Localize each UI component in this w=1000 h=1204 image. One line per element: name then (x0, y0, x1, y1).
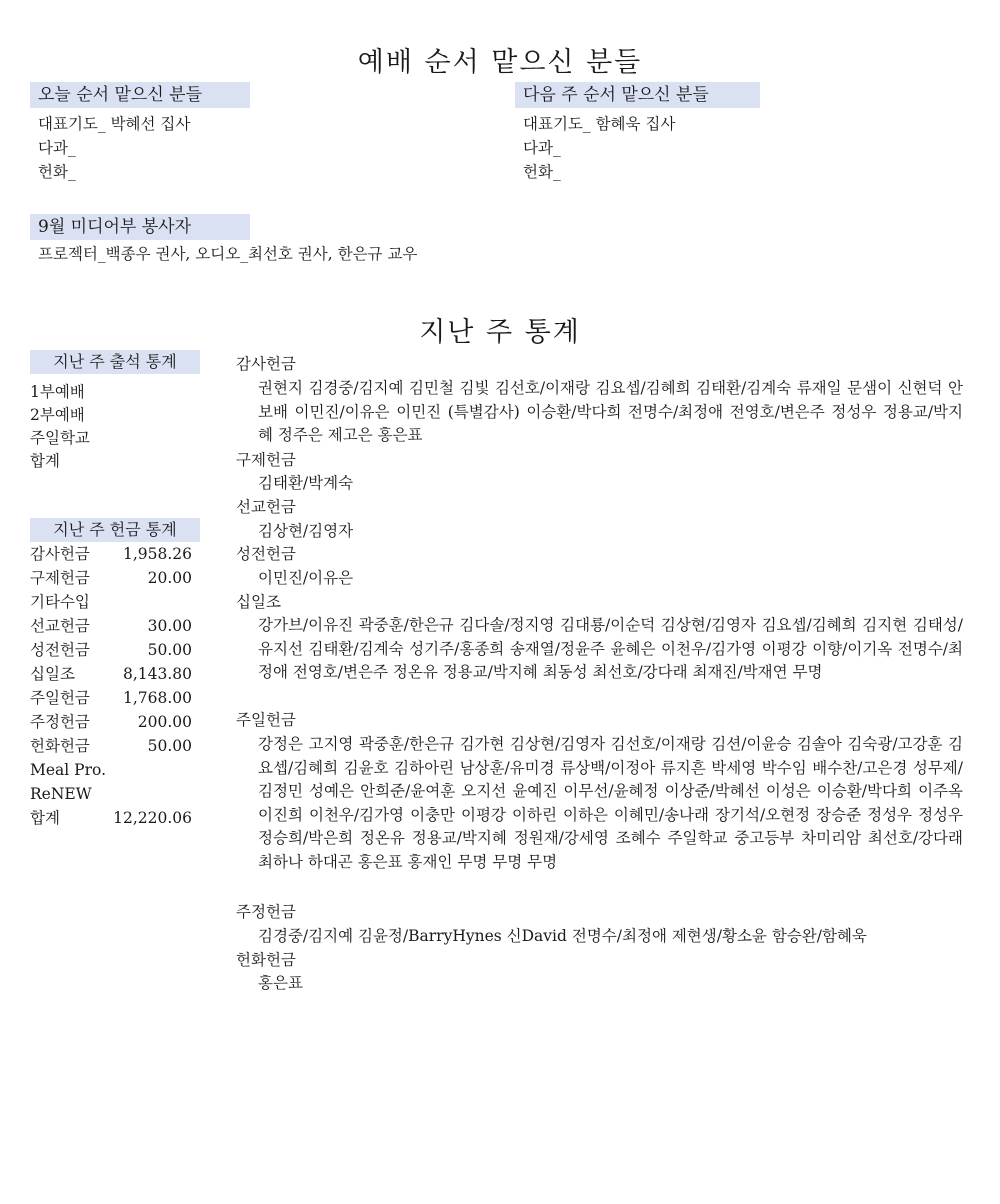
offering-row: 선교헌금 30.00 (30, 617, 192, 635)
today-prayer: 대표기도_ 박혜선 집사 (38, 115, 191, 133)
offering-category: 헌화헌금 (236, 951, 296, 969)
offering-total-row: 합계 12,220.06 (30, 809, 192, 827)
attendance-row: 1부예배 (30, 383, 85, 401)
attendance-row: 주일학교 (30, 429, 90, 447)
offering-category: 선교헌금 (236, 498, 296, 516)
attendance-header: 지난 주 출석 통계 (30, 350, 200, 374)
today-header: 오늘 순서 맡으신 분들 (30, 82, 250, 108)
attendance-row: 2부예배 (30, 406, 85, 424)
offering-row: Meal Pro. (30, 761, 106, 779)
offering-row: ReNEW (30, 785, 92, 803)
offering-category: 십일조 (236, 593, 281, 611)
offering-names: 김경중/김지예 김윤정/BarryHynes 신David 전명수/최정애 제현생/황소윤 함승완/함혜욱 (258, 927, 867, 945)
offering-row: 주일헌금 1,768.00 (30, 689, 192, 707)
stats-title: 지난 주 통계 (419, 317, 581, 348)
offering-category: 성전헌금 (236, 545, 296, 563)
offering-row: 헌화헌금 50.00 (30, 737, 192, 755)
attendance-total-row: 합계 (30, 452, 60, 470)
today-refreshments: 다과_ (38, 139, 76, 157)
next-header: 다음 주 순서 맡으신 분들 (515, 82, 760, 108)
offering-names: 강정은 고지영 곽중훈/한은규 김가현 김상현/김영자 김선호/이재랑 김션/이윤승 김솔아 김숙광/고강훈 김요셉/김혜희 김윤호 김하아린 남상훈/유미경 류상백/이정아 류지흔 박세영 박수임 배수찬/고은경 성무제/김정민 성예은 안희준/윤여훈 오지선 윤예진 이무선/윤혜정 이상준/박혜선 이성은 이승환/박다희 이주옥 이진희 이천우/김가영 이충만 이평강 이하린 이하은 이혜민/송나래 장기석/오현정 장승준 정성우 정성우 정승희/박은희 정온유 정용교/박지혜 정원재/강세영 조혜수 주일학교 중고등부 차미리암 최선호/강다래 최하나 하대곤 홍은표 홍재인 무명 무명 무명 (258, 735, 963, 871)
offering-names: 김태환/박계숙 (258, 474, 354, 492)
media-header: 9월 미디어부 봉사자 (30, 214, 250, 240)
page-title: 예배 순서 맡으신 분들 (357, 47, 643, 78)
offering-header: 지난 주 헌금 통계 (30, 518, 200, 542)
offering-row: 감사헌금 1,958.26 (30, 545, 192, 563)
offering-row: 구제헌금 20.00 (30, 569, 192, 587)
offering-category: 주정헌금 (236, 903, 296, 921)
offering-names: 강가브/이유진 곽중훈/한은규 김다솔/정지영 김대룡/이순덕 김상현/김영자 김요셉/김혜희 김지현 김태성/유지선 김태환/김계숙 성기주/홍종희 송재열/정윤주 윤혜은 이천우/김가영 이평강 이향/이기옥 전명수/최정애 전영호/변은주 정온유 정용교/박지혜 최동성 최선호/강다래 최재진/박재연 무명 (258, 616, 963, 681)
offering-category: 구제헌금 (236, 451, 296, 469)
next-prayer: 대표기도_ 함혜욱 집사 (523, 115, 676, 133)
offering-row: 기타수입 (30, 593, 90, 611)
offering-names: 이민진/이유은 (258, 569, 354, 587)
offering-row: 십일조 8,143.80 (30, 665, 192, 683)
offering-row: 성전헌금 50.00 (30, 641, 192, 659)
media-volunteers: 프로젝터_백종우 권사, 오디오_최선호 권사, 한은규 교우 (38, 245, 418, 263)
offering-category: 감사헌금 (236, 355, 296, 373)
today-flowers: 헌화_ (38, 163, 76, 181)
offering-names: 홍은표 (258, 974, 303, 992)
next-flowers: 헌화_ (523, 163, 561, 181)
next-refreshments: 다과_ (523, 139, 561, 157)
offering-row: 주정헌금 200.00 (30, 713, 192, 731)
offering-names: 김상현/김영자 (258, 522, 354, 540)
offering-category: 주일헌금 (236, 711, 296, 729)
offering-names: 권현지 김경중/김지예 김민철 김빛 김선호/이재랑 김요셉/김혜희 김태환/김계숙 류재일 문샘이 신현덕 안보배 이민진/이유은 이민진 (특별감사) 이승환/박다희 전명수/최정애 전영호/변은주 정성우 정용교/박지혜 정주은 제고은 홍은표 (258, 379, 963, 444)
